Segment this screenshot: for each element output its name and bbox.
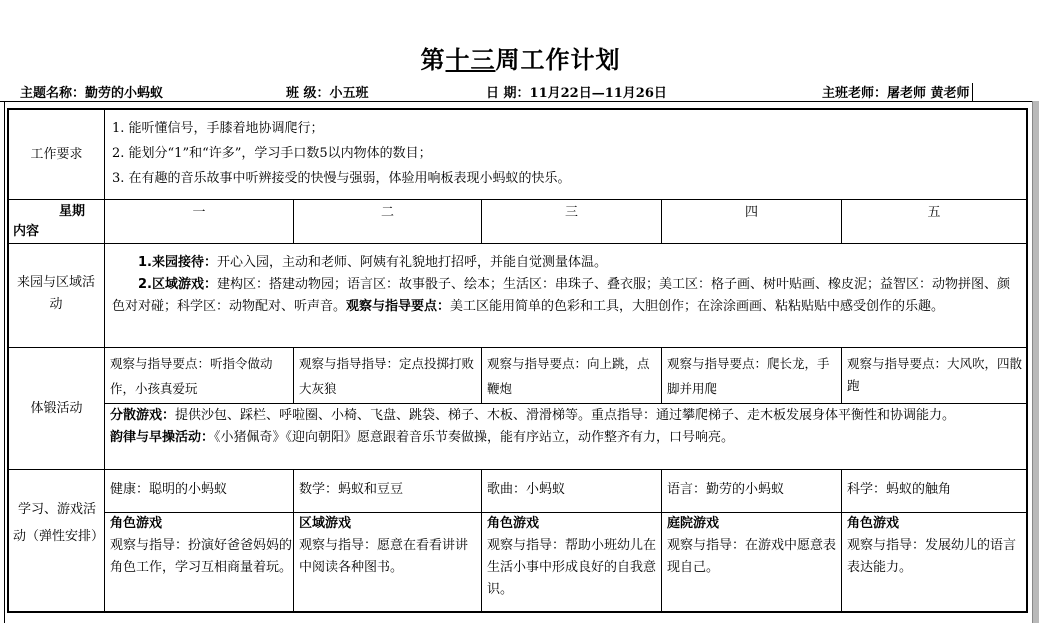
scrollbar[interactable]	[1032, 101, 1039, 623]
date-range: 日 期：11月22日—11月26日	[486, 86, 667, 101]
theme-name: 主题名称：勤劳的小蚂蚁	[20, 86, 164, 101]
week-number: 十三	[445, 46, 496, 74]
weekday-thu: 四	[744, 205, 758, 220]
requirement-item: 2. 能划分“1”和“许多”，学习手口数5以内物体的数目；	[112, 146, 432, 161]
label-arrival: 来园与区域活动	[16, 275, 95, 312]
game-title: 角色游戏	[110, 516, 163, 531]
label-study: 学习、游戏活动（弹性安排）	[13, 502, 105, 544]
sheet-border-left	[0, 101, 5, 623]
study-game	[299, 513, 480, 579]
rhythm-exercise: 韵律与早操活动：《小猪佩奇》《迎向朝阳》愿意跟着音乐节奏做操，能有序站立，动作整齐有力，口号响亮。	[110, 430, 735, 445]
game-guidance: 观察与指导：在游戏中愿意表现自己。	[667, 538, 837, 575]
arrival-content	[112, 252, 1022, 318]
exercise-day: 观察与指导要点：爬长龙，手脚并用爬	[667, 356, 830, 396]
study-game	[487, 513, 660, 601]
weekday-wed: 三	[564, 205, 578, 220]
requirement-item: 3. 在有趣的音乐故事中听辨接受的快慢与强弱，体验用响板表现小蚂蚁的快乐。	[112, 171, 571, 186]
game-title: 区域游戏	[299, 516, 352, 531]
title-suffix: 周工作计划	[495, 46, 621, 74]
game-guidance: 观察与指导：愿意在看看讲讲中阅读各种图书。	[299, 538, 469, 575]
study-subject: 语言：勤劳的小蚂蚁	[667, 482, 785, 497]
exercise-day: 观察与指导要点：大风吹，四散跑	[847, 356, 1023, 393]
scatter-games: 分散游戏：提供沙包、踩栏、呼啦圈、小椅、飞盘、跳袋、梯子、木板、滑滑梯等。重点指导：通过攀爬梯子、走木板发展身体平衡性和协调能力。	[110, 408, 956, 423]
exercise-general	[110, 405, 1025, 449]
weekday-mon: 一	[192, 205, 206, 220]
study-subject: 健康：聪明的小蚂蚁	[110, 482, 228, 497]
teacher-names	[822, 82, 973, 101]
text-cursor	[972, 83, 973, 101]
teacher-text: 主班老师：屠老师 黄老师	[822, 86, 970, 101]
study-game	[847, 513, 1023, 579]
study-subject: 科学：蚂蚁的触角	[847, 482, 952, 497]
exercise-day: 观察与指导指导：定点投掷打败大灰狼	[299, 356, 475, 396]
weekday-fri: 五	[927, 205, 941, 220]
game-title: 角色游戏	[487, 516, 540, 531]
sheet-border-top	[0, 101, 1036, 102]
title-prefix: 第	[420, 46, 446, 74]
requirements-list	[112, 116, 1017, 191]
label-content: 内容	[13, 224, 40, 239]
requirement-item: 1. 能听懂信号，手膝着地协调爬行；	[112, 121, 324, 136]
study-subject: 数学：蚂蚁和豆豆	[299, 482, 404, 497]
study-game	[110, 513, 292, 579]
study-game	[667, 513, 840, 579]
label-requirements: 工作要求	[30, 147, 83, 162]
game-title: 庭院游戏	[667, 516, 720, 531]
game-guidance: 观察与指导：扮演好爸爸妈妈的角色工作，学习互相商量着玩。	[110, 538, 293, 575]
label-weekday: 星期	[59, 204, 86, 219]
label-exercise: 体锻活动	[30, 401, 83, 416]
page-title	[0, 40, 1041, 75]
game-guidance: 观察与指导：发展幼儿的语言表达能力。	[847, 538, 1017, 575]
arrival-reception: 1.来园接待：开心入园，主动和老师、阿姨有礼貌地打招呼，并能自觉测量体温。	[138, 255, 607, 270]
exercise-day: 观察与指导要点：向上跳，点鞭炮	[487, 356, 650, 396]
exercise-day: 观察与指导要点：听指令做动作，小孩真爱玩	[110, 356, 273, 396]
plan-table	[7, 108, 1028, 613]
study-subject: 歌曲：小蚂蚁	[487, 482, 566, 497]
game-title: 角色游戏	[847, 516, 900, 531]
weekday-tue: 二	[380, 205, 394, 220]
arrival-area-games: 2.区域游戏：建构区：搭建动物园；语言区：故事骰子、绘本；生活区：串珠子、叠衣服；美工区：格子画、树叶贴画、橡皮泥；益智区：动物拼图、颜色对对碰；科学区：动物配对、听声音。观察与指导要点：美工区能用简单的色彩和工具，大胆创作；在涂涂画画、粘粘贴贴中感受创作的乐趣。	[112, 277, 1010, 314]
game-guidance: 观察与指导：帮助小班幼儿在生活小事中形成良好的自我意识。	[487, 538, 657, 597]
class-name: 班 级：小五班	[286, 86, 369, 101]
